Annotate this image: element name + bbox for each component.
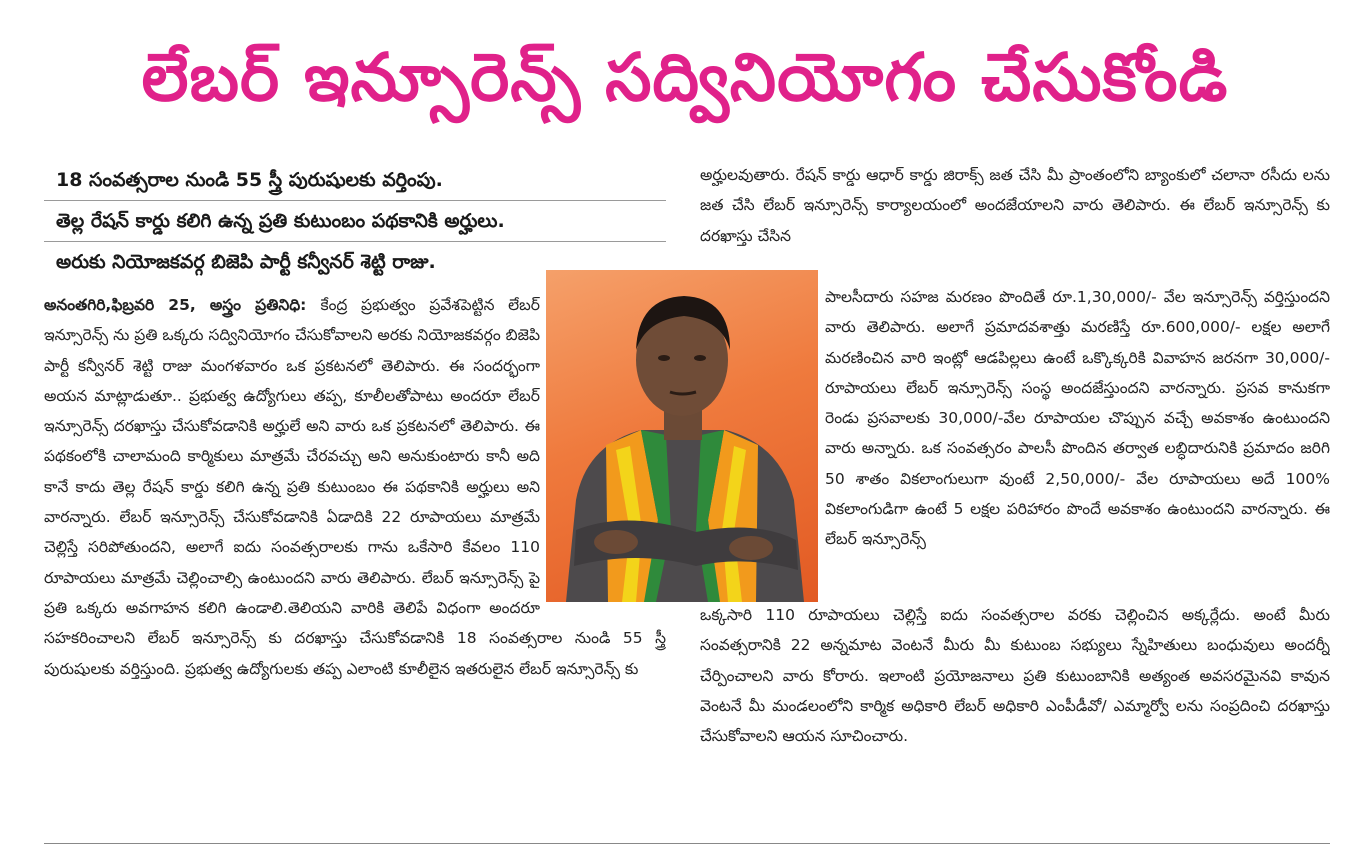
sub-headline-1: 18 సంవత్సరాల నుండి 55 స్త్రీ పురుషులకు వర్తింపు. (44, 160, 666, 201)
article-column-right-middle (825, 282, 1330, 614)
article-column-right-top (700, 160, 1330, 280)
sub-headlines (44, 160, 666, 282)
portrait-photo (546, 270, 818, 602)
body-text-right-top: అర్హులవుతారు. రేషన్ కార్డు ఆధార్ కార్డు జిరాక్స్ జత చేసి మీ ప్రాంతంలోని బ్యాంకులో చలానా రసీదు లను జత చేసి లేబర్ ఇన్సూరెన్స్ కార్యాలయంలో అందజేయాలని వారు తెలిపారు. ఈ లేబర్ ఇన్సూరెన్స్ కు దరఖాస్తు చేసిన (700, 166, 1330, 245)
person-illustration (546, 270, 818, 602)
article-column-right-bottom (700, 600, 1330, 820)
headline: లేబర్ ఇన్సూరెన్స్ సద్వినియోగం చేసుకోండి (141, 39, 1229, 116)
body-text-right-bottom: ఒక్కసారి 110 రూపాయలు చెల్లిస్తే ఐదు సంవత్సరాల వరకు చెల్లించిన అక్కర్లేదు. అంటే మీరు సంవత్సరానికి 22 అన్నమాట వెంటనే మీరు మీ కుటుంబ సభ్యులు స్నేహితులు బంధువులు అందర్నీ చేర్పించాలని వారు కోరారు. ఇలాంటి ప్రయోజనాలు ప్రతి కుటుంబానికి అత్యంత అవసరమైనవి కావున వెంటనే మీ మండలంలోని కార్మిక అధికారి లేబర్ అధికారి ఎంపీడీవో/ ఎమ్మార్వో లను సంప్రదించి దరఖాస్తు చేసుకోవాలని ఆయన సూచించారు. (700, 606, 1330, 746)
body-text-left: కేంద్ర ప్రభుత్వం ప్రవేశపెట్టిన లేబర్ ఇన్సూరెన్స్ ను ప్రతి ఒక్కరు సద్వినియోగం చేసుకోవాలని అరకు నియోజకవర్గం బిజెపి పార్టీ కన్వీనర్ శెట్టి రాజు మంగళవారం ఒక ప్రకటనలో తెలిపారు. ఈ సందర్భంగా అయన మాట్లాడుతూ.. ప్రభుత్వ ఉద్యోగులు తప్ప, కూలీలతోపాటు అందరూ లేబర్ ఇన్సూరెన్స్ దరఖాస్తు చేసుకోవడానికి అర్హులే అని వారు ఒక ప్రకటనలో తెలిపారు. ఈ పథకంలోకి చాలామంది కార్మికులు మాత్రమే చేరవచ్చు అని అనుకుంటారు కానీ అది కానే కాదు తెల్ల రేషన్ కార్డు కలిగి ఉన్న ప్రతి కుటుంబం ఈ పథకానికి అర్హులు అని వారన్నారు. లేబర్ ఇన్సూరెన్స్ చేసుకోవడానికి ఏడాదికి 22 రూపాయలు మాత్రమే చెల్లిస్తే సరిపోతుందని, అలాగే ఐదు సంవత్సరాలకు గాను ఒకేసారి కేవలం 110 రూపాయలు మాత్రమే చెల్లించాల్సి ఉంటుందని వారు తెలిపారు. లేబర్ ఇన్సూరెన్స్ పై ప్రతి ఒక్కరు అవగాహన కలిగి ఉండాలి.తెలియని వారికి తెలిపే విధంగా అందరూ సహకరించాలని లేబర్ ఇన్సూరెన్స్ కు దరఖాస్తు చేసుకోవడానికి 18 సంవత్సరాల నుండి 55 స్త్రీ పురుషులకు వర్తిస్తుంది. ప్రభుత్వ ఉద్యోగులకు తప్ప ఎలాంటి కూలీలైన ఇతరులైన లేబర్ ఇన్సూరెన్స్ కు (44, 296, 666, 678)
bottom-rule (44, 843, 1330, 844)
sub-headline-3: అరుకు నియోజకవర్గ బిజెపి పార్టీ కన్వీనర్ శెట్టి రాజు. (56, 251, 436, 273)
dateline: అనంతగిరి,ఫిబ్రవరి 25, అస్త్రం ప్రతినిధి: (44, 296, 321, 314)
body-text-right-middle: పాలసీదారు సహజ మరణం పొందితే రూ.1,30,000/- వేల ఇన్సూరెన్స్ వర్తిస్తుందని వారు తెలిపారు. అలాగే ప్రమాదవశాత్తు మరణిస్తే రూ.600,000/- లక్షల అలాగే మరణించిన వారి ఇంట్లో ఆడపిల్లలు ఉంటే ఒక్కొక్కరికి వివాహన జరనగా 30,000/-రూపాయలు లేబర్ ఇన్సూరెన్స్ సంస్థ అందజేస్తుందని వారన్నారు. ప్రసవ కానుకగా రెండు ప్రసవాలకు 30,000/-వేల రూపాయల చొప్పున వచ్చే అవకాశం ఉంటుందని వారు అన్నారు. ఒక సంవత్సరం పాలసీ పొందిన తర్వాత లబ్ధిదారునికి ప్రమాదం జరిగి 50 శాతం వికలాంగులుగా వుంటే 2,50,000/- వేల రూపాయలు అదే 100% వికలాంగుడిగా ఉంటే 5 లక్షల పరిహారం పొందే అవకాశం ఉంటుందని వారన్నారు. ఈ లేబర్ ఇన్సూరెన్స్ (825, 288, 1330, 549)
sub-headline-2: తెల్ల రేషన్ కార్డు కలిగి ఉన్న ప్రతి కుటుంబం పథకానికి అర్హులు. (44, 201, 666, 242)
